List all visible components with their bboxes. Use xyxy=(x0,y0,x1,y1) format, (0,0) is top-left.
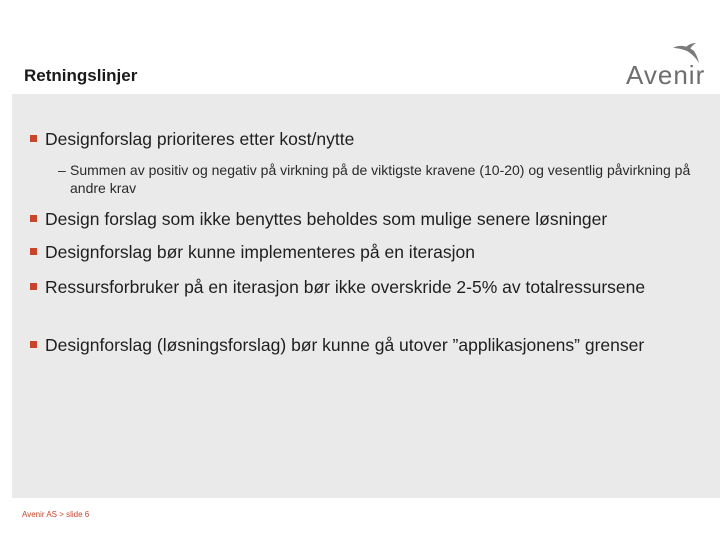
square-bullet-icon xyxy=(30,341,37,348)
slide-title: Retningslinjer xyxy=(24,66,138,85)
bullet-text: Designforslag bør kunne implementeres på en iterasjon xyxy=(45,242,475,262)
sub-bullet-item xyxy=(58,161,698,197)
avenir-logo xyxy=(622,40,706,90)
content-panel xyxy=(12,94,720,498)
bullet-text: Design forslag som ikke benyttes beholdes som mulige senere løsninger xyxy=(45,209,608,229)
bullet-item xyxy=(30,334,700,357)
square-bullet-icon xyxy=(30,215,37,222)
square-bullet-icon xyxy=(30,248,37,255)
dash-marker: – xyxy=(58,162,66,178)
bullet-item xyxy=(30,241,700,264)
logo-text: Avenir xyxy=(626,60,706,90)
bullet-text: Ressursforbruker på en iterasjon bør ikke overskride 2-5% av totalressursene xyxy=(45,277,646,297)
sub-bullet-text: Summen av positiv og negativ på virkning på de viktigste kravene (10-20) og vesentlig påvirkning på andre krav xyxy=(70,162,691,196)
bullet-item xyxy=(30,208,700,231)
bullet-text: Designforslag (løsningsforslag) bør kunne gå utover ”applikasjonens” grenser xyxy=(45,335,645,355)
bullet-item xyxy=(30,276,700,299)
slide-footer: Avenir AS > slide 6 xyxy=(22,510,90,519)
square-bullet-icon xyxy=(30,135,37,142)
square-bullet-icon xyxy=(30,283,37,290)
bullet-text: Designforslag prioriteres etter kost/nytte xyxy=(45,129,355,149)
bullet-item xyxy=(30,128,700,151)
